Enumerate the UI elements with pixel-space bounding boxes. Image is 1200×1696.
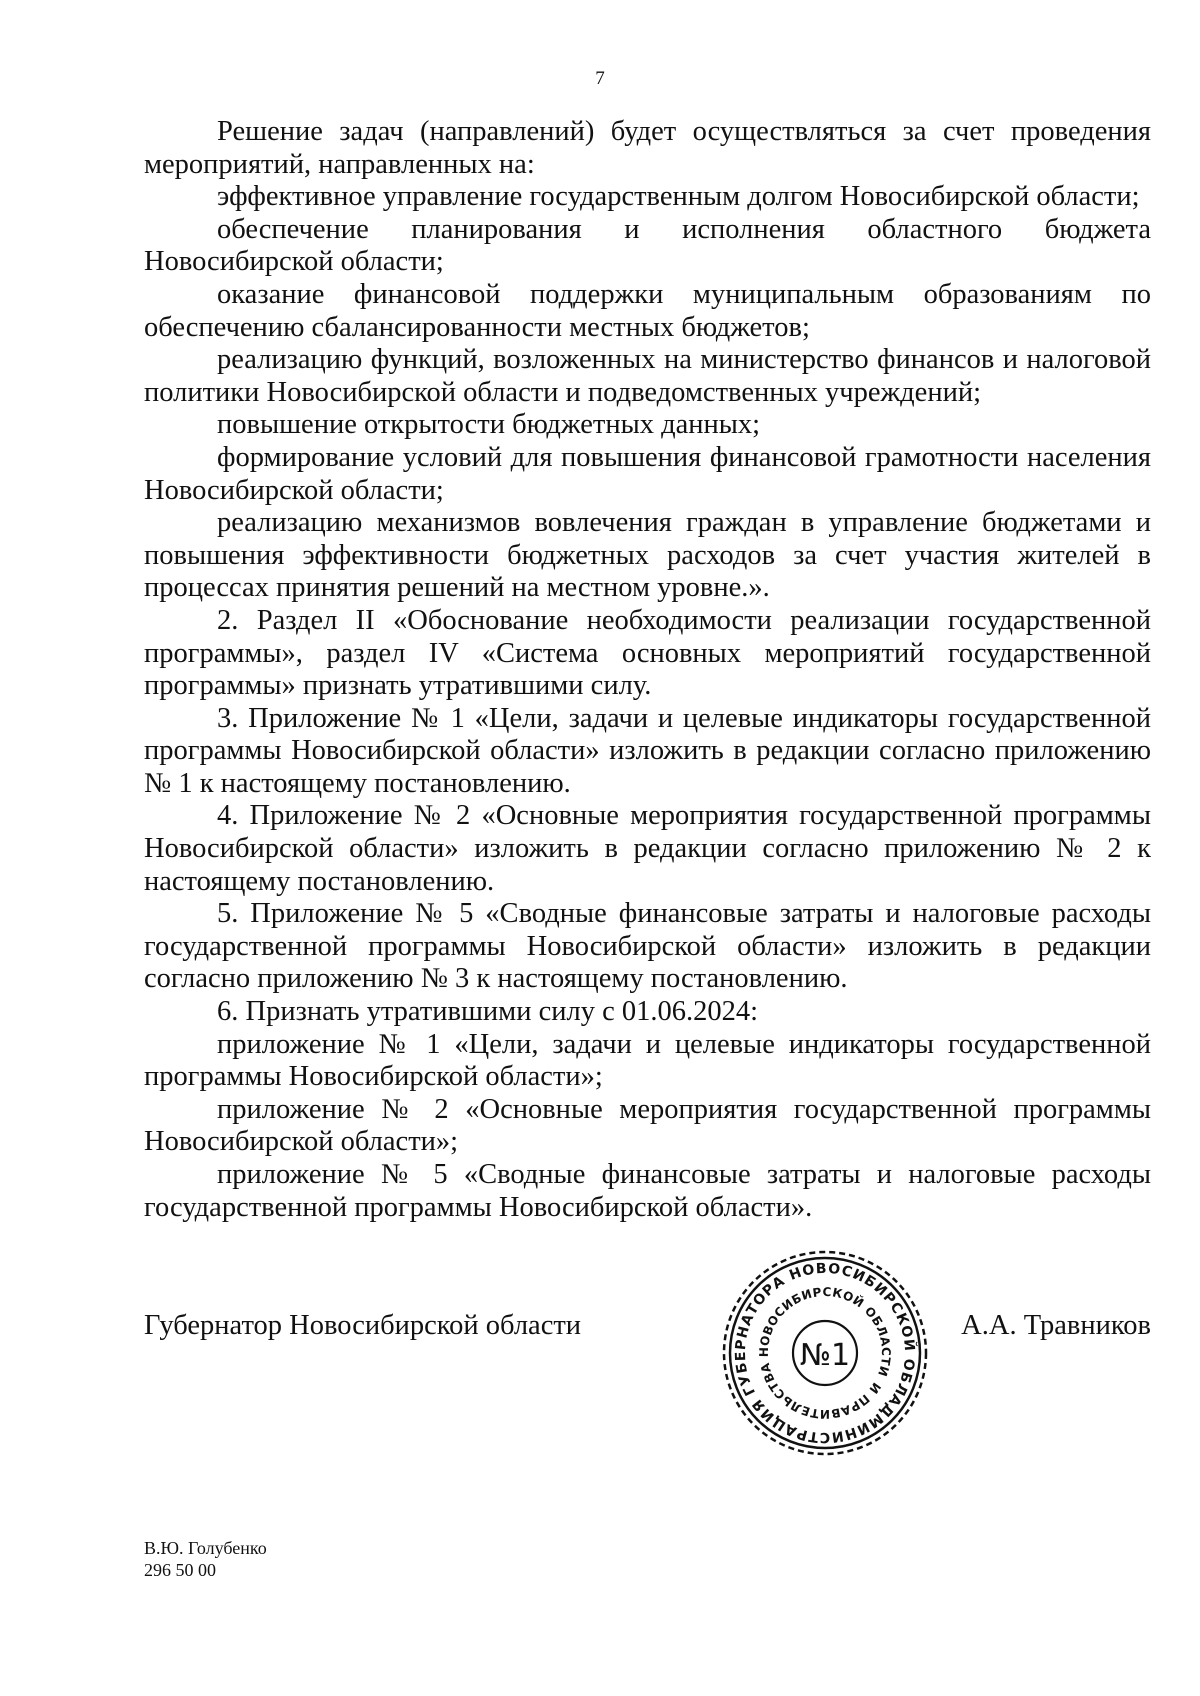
seal-outer-text: АДМИНИСТРАЦИЯ ГУБЕРНАТОРА НОВОСИБИРСКОЙ ОБЛ [732, 1260, 918, 1446]
paragraph-clause-2: 2. Раздел II «Обоснование необходимости реализации государственной программы», раздел IV «Система основных мероприятий государственной программы» признать утратившими силу. [144, 604, 1151, 702]
paragraph-clause-4: 4. Приложение № 2 «Основные мероприятия государственной программы Новосибирской области» изложить в редакции согласно приложению № 2 к настоящему постановлению. [144, 800, 1151, 897]
paragraph-item: эффективное управление государственным долгом Новосибирской области; [217, 181, 1140, 213]
seal-inner-text: И ПРАВИТЕЛЬСТВА НОВОСИБИРСКОЙ ОБЛАСТИ [756, 1284, 894, 1422]
paragraph-item: приложение № 5 «Сводные финансовые затраты и налоговые расходы государственной программы Новосибирской области». [144, 1159, 1151, 1223]
executor-info [144, 1537, 267, 1581]
paragraph-item: приложение № 2 «Основные мероприятия государственной программы Новосибирской области»; [144, 1093, 1151, 1158]
official-seal [720, 1248, 930, 1458]
document-body [144, 116, 1151, 1224]
executor-name: В.Ю. Голубенко [144, 1538, 267, 1558]
paragraph-item: реализацию механизмов вовлечения граждан в управление бюджетами и повышения эффективности бюджетных расходов за счет участия жителей в процессах принятия решений на местном уровне.». [144, 507, 1151, 604]
paragraph-clause-6: 6. Признать утратившими силу с 01.06.2024: [217, 996, 759, 1028]
paragraph-item: повышение открытости бюджетных данных; [217, 409, 761, 441]
paragraph-item: приложение № 1 «Цели, задачи и целевые индикаторы государственной программы Новосибирской области»; [144, 1028, 1151, 1093]
signatory-title: Губернатор Новосибирской области [144, 1310, 582, 1341]
seal-stamp-icon [720, 1248, 930, 1458]
paragraph-item: обеспечение планирования и исполнения областного бюджета Новосибирской области; [144, 213, 1151, 278]
seal-center-number: №1 [799, 1338, 851, 1373]
signatory-name: А.А. Травников [961, 1310, 1151, 1341]
executor-phone: 296 50 00 [144, 1560, 216, 1580]
page-number: 7 [595, 68, 605, 89]
paragraph-item: формирование условий для повышения финансовой грамотности населения Новосибирской области; [144, 441, 1151, 506]
paragraph-clause-5: 5. Приложение № 5 «Сводные финансовые затраты и налоговые расходы государственной программы Новосибирской области» изложить в редакции согласно приложению № 3 к настоящему постановлению. [144, 898, 1151, 995]
paragraph-item: оказание финансовой поддержки муниципальным образованиям по обеспечению сбалансированности местных бюджетов; [144, 278, 1151, 343]
paragraph-clause-3: 3. Приложение № 1 «Цели, задачи и целевые индикаторы государственной программы Новосибирской области» изложить в редакции согласно приложению № 1 к настоящему постановлению. [144, 702, 1151, 799]
paragraph-intro: Решение задач (направлений) будет осуществляться за счет проведения мероприятий, направленных на: [144, 116, 1151, 180]
paragraph-item: реализацию функций, возложенных на министерство финансов и налоговой политики Новосибирской области и подведомственных учреждений; [144, 344, 1151, 408]
